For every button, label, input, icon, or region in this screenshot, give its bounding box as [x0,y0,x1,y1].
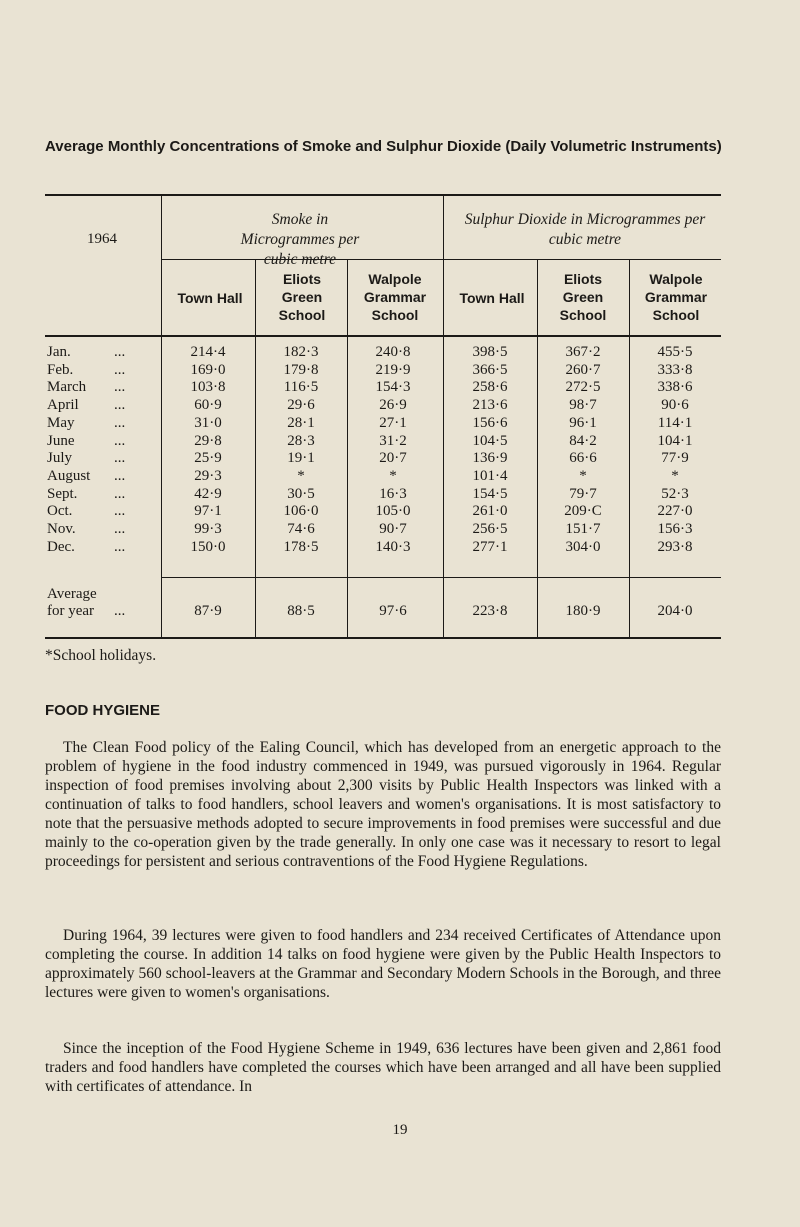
table-cell: 103·8 [190,379,226,396]
table-cell: 99·3 [194,521,222,537]
table-divider-smoke-2 [347,260,348,637]
table-cell: 227·0 [657,503,693,520]
col-header-so2-eliots-green: Eliots Green School [559,271,607,323]
table-cell: 258·6 [472,379,508,396]
table-divider-smoke-1 [255,260,256,637]
table-cell: 116·5 [283,379,319,396]
row-month-label: Jan. [47,344,71,360]
table-cell: 29·3 [194,467,222,484]
table-cell: 74·6 [287,521,315,537]
table-cell: 20·7 [379,450,407,467]
paragraph-2: During 1964, 39 lectures were given to food handlers and 234 received Certificates of Attendance upon completing the course. In addition 14 talks on food hygiene were given by the Public Health Inspectors to approximately 560 school-leavers at the Grammar and Secondary Modern Schools in the Borough, and three lectures were given to women's organisations. [45,927,721,1001]
table-cell: 256·5 [472,521,508,537]
table-cell: 154·3 [375,379,411,396]
table-cell: 30·5 [287,485,315,502]
average-label-line-2: for year [47,603,95,619]
table-cell: 156·6 [472,414,508,431]
table-cell: 97·1 [194,503,222,520]
table-cell: 366·5 [472,361,508,378]
table-header-rule [45,335,721,337]
average-label-line-1: Average [47,586,97,602]
table-cell: 106·0 [283,503,319,520]
table-cell: 27·1 [379,414,407,431]
table-cell: 140·3 [375,538,411,555]
paragraph-1: The Clean Food policy of the Ealing Council, which has developed from an energetic approach to the problem of hygiene in the food industry commenced in 1949, was pursued vigorously in 1964. Regular inspection of food premises involving about 2,300 visits by Public Health Inspectors was linked with a continuation of talks to food handlers, school leavers and women's organisations. It is most satisfactory to note that the persuasive methods adopted to secure improvements in food premises were successful and due mainly to the co-operation given by the trade generally. In only one case was it necessary to resort to legal proceedings for persistent and serious contraventions of the Food Hygiene Regulations. [45,739,721,870]
table-cell: 28·1 [287,414,315,431]
table-bottom-rule [45,637,721,639]
table-cell: 455·5 [657,344,693,360]
table-cell: 338·6 [657,379,693,396]
table-cell: 136·9 [472,450,508,467]
table-cell: * [579,467,587,484]
row-month-label: Oct. [47,503,73,520]
table-cell: 156·3 [657,521,693,537]
section-heading: FOOD HYGIENE [45,702,161,719]
row-month-label: Nov. [47,521,76,537]
table-cell: 66·6 [569,450,597,467]
table-cell: 84·2 [569,432,597,449]
table-average-rule [162,577,721,578]
table-cell: * [671,467,679,484]
row-dots: ... [114,485,126,502]
table-cell: 182·3 [283,344,319,360]
row-month-label: August [47,467,91,484]
table-cell: 26·9 [379,397,407,414]
row-dots: ... [114,344,126,360]
table-cell: 29·8 [194,432,222,449]
table-divider-year [161,196,162,637]
table-cell: 104·5 [472,432,508,449]
table-cell: 25·9 [194,450,222,467]
table-title: Average Monthly Concentrations of Smoke and Sulphur Dioxide (Daily Volumetric Instruments) [45,138,722,155]
table-cell: 213·6 [472,397,508,414]
row-dots: ... [114,521,126,537]
table-cell: 114·1 [657,414,693,431]
row-month-label: Sept. [47,485,78,502]
table-cell: 101·4 [472,467,508,484]
table-footnote: *School holidays. [45,647,157,664]
row-dots: ... [114,432,126,449]
row-month-label: April [47,397,79,414]
table-cell: 52·3 [661,485,689,502]
table-cell: 367·2 [565,344,601,360]
table-cell: 31·2 [379,432,407,449]
row-dots: ... [114,538,126,555]
table-cell: 169·0 [190,361,226,378]
average-cell: 180·9 [565,603,601,619]
table-cell: 105·0 [375,503,411,520]
year-label: 1964 [87,231,117,247]
sulphur-group-header: Sulphur Dioxide in Microgrammes per cubic metre [464,211,706,248]
row-month-label: Dec. [47,538,75,555]
table-cell: 219·9 [375,361,411,378]
average-cell: 87·9 [194,603,222,619]
table-cell: * [297,467,305,484]
table-cell: 42·9 [194,485,222,502]
table-cell: 90·7 [379,521,407,537]
table-cell: 260·7 [565,361,601,378]
table-cell: 333·8 [657,361,693,378]
row-month-label: March [47,379,87,396]
table-cell: 16·3 [379,485,407,502]
table-cell: 272·5 [565,379,601,396]
table-cell: 214·4 [190,344,226,360]
table-cell: 151·7 [565,521,601,537]
table-cell: 96·1 [569,414,597,431]
table-cell: 98·7 [569,397,597,414]
page-number: 19 [392,1122,408,1138]
table-cell: 90·6 [661,397,689,414]
col-header-so2-walpole: Walpole Grammar School [644,271,708,323]
table-cell: 178·5 [283,538,319,555]
row-dots: ... [114,397,126,414]
table-cell: 261·0 [472,503,508,520]
table-cell: 209·C [564,503,602,520]
row-dots: ... [114,361,126,378]
table-cell: * [389,467,397,484]
table-cell: 60·9 [194,397,222,414]
table-cell: 31·0 [194,414,222,431]
table-divider-groups [443,196,444,637]
average-cell: 88·5 [287,603,315,619]
average-cell: 204·0 [657,603,693,619]
row-month-label: Feb. [47,361,74,378]
average-dots: ... [114,603,126,619]
row-dots: ... [114,503,126,520]
table-cell: 28·3 [287,432,315,449]
average-cell: 223·8 [472,603,508,619]
col-header-smoke-town-hall: Town Hall [177,290,243,306]
row-dots: ... [114,379,126,396]
table-cell: 29·6 [287,397,315,414]
table-cell: 150·0 [190,538,226,555]
row-month-label: May [47,414,75,431]
row-month-label: July [47,450,73,467]
table-cell: 79·7 [569,485,597,502]
row-dots: ... [114,414,126,431]
row-dots: ... [114,450,126,467]
smoke-group-header: Smoke in Microgrammes per cubic metre [240,211,360,268]
table-cell: 277·1 [472,538,508,555]
col-header-so2-town-hall: Town Hall [459,290,525,306]
table-cell: 179·8 [283,361,319,378]
table-cell: 104·1 [657,432,693,449]
table-top-rule [45,194,721,196]
table-cell: 154·5 [472,485,508,502]
table-cell: 398·5 [472,344,508,360]
table-cell: 304·0 [565,538,601,555]
average-cell: 97·6 [379,603,407,619]
row-dots: ... [114,467,126,484]
row-month-label: June [47,432,75,449]
paragraph-3: Since the inception of the Food Hygiene Scheme in 1949, 636 lectures have been given and 2,861 food traders and food handlers have completed the courses which have been arranged and all have been supplied with certificates of attendance. In [45,1040,721,1095]
table-cell: 77·9 [661,450,689,467]
table-divider-so2-1 [537,260,538,637]
table-cell: 293·8 [657,538,693,555]
col-header-smoke-walpole: Walpole Grammar School [363,271,427,323]
table-cell: 19·1 [287,450,315,467]
table-cell: 240·8 [375,344,411,360]
col-header-smoke-eliots-green: Eliots Green School [278,271,326,323]
